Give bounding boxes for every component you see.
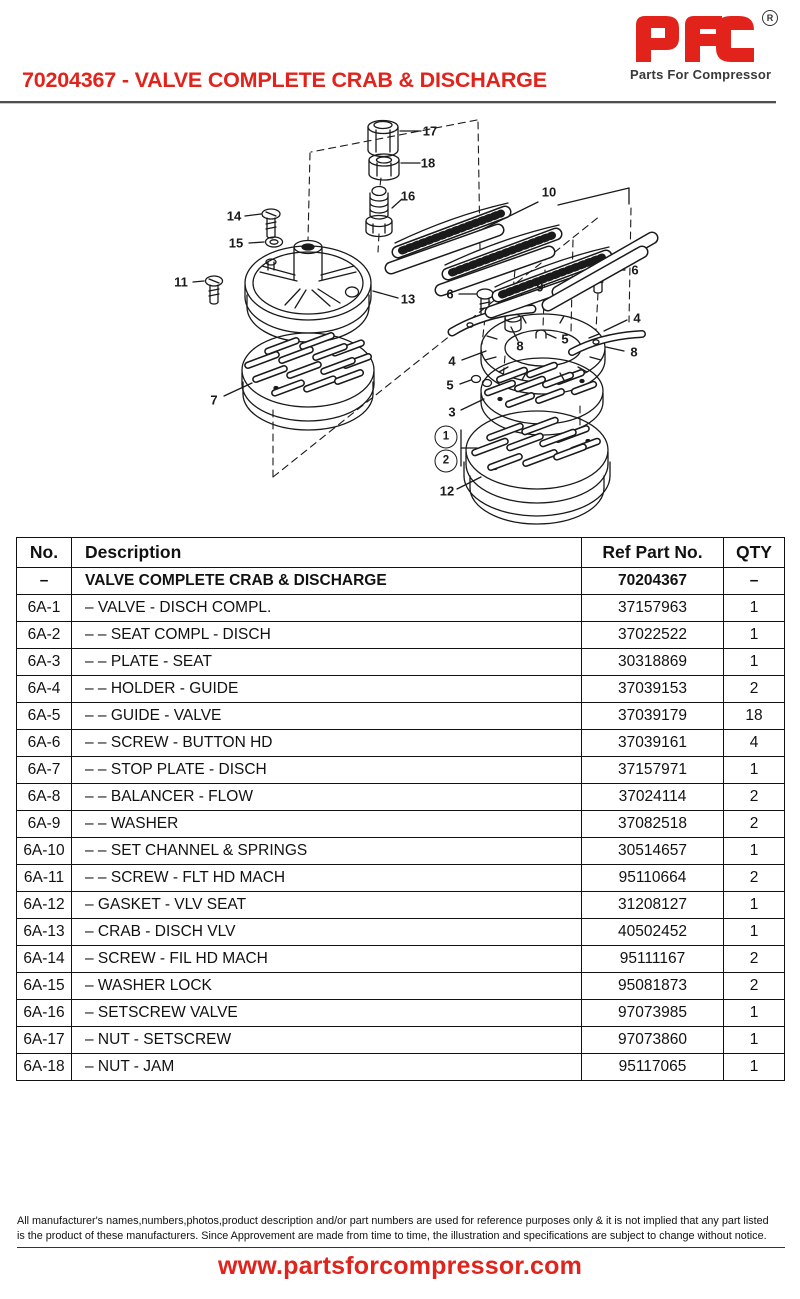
cell-qty: 2 bbox=[724, 784, 785, 811]
cell-no: 6A-13 bbox=[17, 919, 72, 946]
cell-desc: – VALVE - DISCH COMPL. bbox=[72, 595, 582, 622]
cell-ref: 97073985 bbox=[582, 1000, 724, 1027]
table-row bbox=[17, 973, 785, 1000]
callout-label-8: 8 bbox=[516, 338, 524, 354]
cell-ref: 37039179 bbox=[582, 703, 724, 730]
callout-label-6: 6 bbox=[446, 286, 454, 302]
disclaimer-line-2: is the product of these manufacturers. Since Approvement are made from time to time, the illustration and specifications are subject to change without notice. bbox=[17, 1229, 767, 1242]
table-row bbox=[17, 703, 785, 730]
cell-qty: 1 bbox=[724, 1000, 785, 1027]
callout-label-8: 8 bbox=[630, 344, 638, 360]
column-header-ref-part-no: Ref Part No. bbox=[582, 538, 724, 568]
cell-ref: 70204367 bbox=[582, 568, 724, 595]
cell-qty: 2 bbox=[724, 676, 785, 703]
column-header-description: Description bbox=[72, 538, 582, 568]
callout-label-14: 14 bbox=[226, 208, 242, 224]
callout-label-18: 18 bbox=[420, 155, 436, 171]
cell-desc: – – WASHER bbox=[72, 811, 582, 838]
callout-label-9: 9 bbox=[536, 279, 544, 295]
page-title: 70204367 - VALVE COMPLETE CRAB & DISCHARGE bbox=[22, 68, 547, 92]
table-row bbox=[17, 568, 785, 595]
callout-label-17: 17 bbox=[422, 123, 438, 139]
cell-desc: – WASHER LOCK bbox=[72, 973, 582, 1000]
disclaimer-line-1: All manufacturer's names,numbers,photos,product description and/or part numbers are used for reference purposes only & it is not implied that any part listed bbox=[17, 1215, 769, 1227]
table-row bbox=[17, 757, 785, 784]
cell-qty: 1 bbox=[724, 649, 785, 676]
diagram-callouts bbox=[0, 0, 800, 540]
cell-qty: 18 bbox=[724, 703, 785, 730]
table-row bbox=[17, 730, 785, 757]
cell-ref: 30514657 bbox=[582, 838, 724, 865]
table-row bbox=[17, 892, 785, 919]
column-header-no: No. bbox=[17, 538, 72, 568]
cell-qty: 1 bbox=[724, 1054, 785, 1081]
cell-no: 6A-5 bbox=[17, 703, 72, 730]
cell-ref: 97073860 bbox=[582, 1027, 724, 1054]
cell-ref: 37039161 bbox=[582, 730, 724, 757]
logo-tagline: Parts For Compressor bbox=[630, 67, 772, 82]
cell-ref: 95117065 bbox=[582, 1054, 724, 1081]
cell-desc: – – PLATE - SEAT bbox=[72, 649, 582, 676]
callout-label-6: 6 bbox=[631, 262, 639, 278]
table-row bbox=[17, 1027, 785, 1054]
callout-label-11: 11 bbox=[174, 274, 188, 290]
cell-ref: 95081873 bbox=[582, 973, 724, 1000]
table-row bbox=[17, 1000, 785, 1027]
cell-desc: – – GUIDE - VALVE bbox=[72, 703, 582, 730]
table-row bbox=[17, 838, 785, 865]
parts-table bbox=[16, 537, 785, 1081]
callout-label-10: 10 bbox=[541, 184, 557, 200]
cell-desc: – CRAB - DISCH VLV bbox=[72, 919, 582, 946]
table-row bbox=[17, 946, 785, 973]
cell-no: 6A-7 bbox=[17, 757, 72, 784]
disclaimer bbox=[17, 1214, 785, 1248]
cell-qty: 2 bbox=[724, 946, 785, 973]
cell-no: 6A-18 bbox=[17, 1054, 72, 1081]
cell-no: 6A-15 bbox=[17, 973, 72, 1000]
cell-desc: – GASKET - VLV SEAT bbox=[72, 892, 582, 919]
cell-no: 6A-8 bbox=[17, 784, 72, 811]
cell-ref: 37082518 bbox=[582, 811, 724, 838]
cell-qty: 1 bbox=[724, 919, 785, 946]
cell-ref: 95111167 bbox=[582, 946, 724, 973]
table-row bbox=[17, 784, 785, 811]
cell-desc: – SCREW - FIL HD MACH bbox=[72, 946, 582, 973]
cell-no: 6A-2 bbox=[17, 622, 72, 649]
cell-desc: – NUT - SETSCREW bbox=[72, 1027, 582, 1054]
callout-label-4: 4 bbox=[448, 353, 456, 369]
callout-label-15: 15 bbox=[228, 235, 244, 251]
registered-trademark-icon: R bbox=[762, 10, 778, 26]
cell-qty: – bbox=[724, 568, 785, 595]
cell-ref: 30318869 bbox=[582, 649, 724, 676]
cell-no: 6A-12 bbox=[17, 892, 72, 919]
cell-qty: 1 bbox=[724, 622, 785, 649]
cell-desc: – NUT - JAM bbox=[72, 1054, 582, 1081]
cell-no: 6A-4 bbox=[17, 676, 72, 703]
cell-no: 6A-1 bbox=[17, 595, 72, 622]
cell-desc: – – STOP PLATE - DISCH bbox=[72, 757, 582, 784]
cell-ref: 37022522 bbox=[582, 622, 724, 649]
cell-qty: 1 bbox=[724, 838, 785, 865]
cell-qty: 1 bbox=[724, 595, 785, 622]
cell-no: – bbox=[17, 568, 72, 595]
cell-no: 6A-11 bbox=[17, 865, 72, 892]
cell-no: 6A-16 bbox=[17, 1000, 72, 1027]
callout-label-5: 5 bbox=[446, 377, 454, 393]
callout-label-3: 3 bbox=[448, 404, 456, 420]
cell-desc: – – SCREW - FLT HD MACH bbox=[72, 865, 582, 892]
cell-qty: 1 bbox=[724, 1027, 785, 1054]
callout-label-13: 13 bbox=[400, 291, 416, 307]
callout-label-4: 4 bbox=[633, 310, 641, 326]
cell-qty: 2 bbox=[724, 811, 785, 838]
cell-no: 6A-6 bbox=[17, 730, 72, 757]
cell-ref: 31208127 bbox=[582, 892, 724, 919]
table-row bbox=[17, 919, 785, 946]
cell-desc: – – SET CHANNEL & SPRINGS bbox=[72, 838, 582, 865]
cell-ref: 95110664 bbox=[582, 865, 724, 892]
callout-label-7: 7 bbox=[210, 392, 218, 408]
cell-qty: 1 bbox=[724, 892, 785, 919]
cell-no: 6A-14 bbox=[17, 946, 72, 973]
cell-ref: 37024114 bbox=[582, 784, 724, 811]
circled-callout-2: 2 bbox=[435, 450, 458, 473]
cell-ref: 37039153 bbox=[582, 676, 724, 703]
cell-qty: 4 bbox=[724, 730, 785, 757]
table-row bbox=[17, 676, 785, 703]
cell-ref: 40502452 bbox=[582, 919, 724, 946]
cell-ref: 37157963 bbox=[582, 595, 724, 622]
cell-ref: 37157971 bbox=[582, 757, 724, 784]
table-row bbox=[17, 595, 785, 622]
cell-desc: – SETSCREW VALVE bbox=[72, 1000, 582, 1027]
parts-table-head bbox=[17, 538, 785, 568]
cell-no: 6A-9 bbox=[17, 811, 72, 838]
cell-desc: – – SCREW - BUTTON HD bbox=[72, 730, 582, 757]
table-row bbox=[17, 649, 785, 676]
cell-desc: – – BALANCER - FLOW bbox=[72, 784, 582, 811]
table-row bbox=[17, 622, 785, 649]
cell-desc: – – SEAT COMPL - DISCH bbox=[72, 622, 582, 649]
table-row bbox=[17, 811, 785, 838]
cell-qty: 2 bbox=[724, 865, 785, 892]
parts-table-body bbox=[17, 568, 785, 1081]
cell-qty: 1 bbox=[724, 757, 785, 784]
cell-no: 6A-3 bbox=[17, 649, 72, 676]
column-header-qty: QTY bbox=[724, 538, 785, 568]
cell-desc: VALVE COMPLETE CRAB & DISCHARGE bbox=[72, 568, 582, 595]
cell-desc: – – HOLDER - GUIDE bbox=[72, 676, 582, 703]
callout-label-12: 12 bbox=[439, 483, 455, 499]
website-link[interactable]: www.partsforcompressor.com bbox=[217, 1252, 583, 1280]
cell-qty: 2 bbox=[724, 973, 785, 1000]
cell-no: 6A-10 bbox=[17, 838, 72, 865]
table-row bbox=[17, 865, 785, 892]
circled-callout-1: 1 bbox=[435, 426, 458, 449]
callout-label-16: 16 bbox=[400, 188, 416, 204]
cell-no: 6A-17 bbox=[17, 1027, 72, 1054]
table-row bbox=[17, 1054, 785, 1081]
callout-label-5: 5 bbox=[561, 331, 569, 347]
